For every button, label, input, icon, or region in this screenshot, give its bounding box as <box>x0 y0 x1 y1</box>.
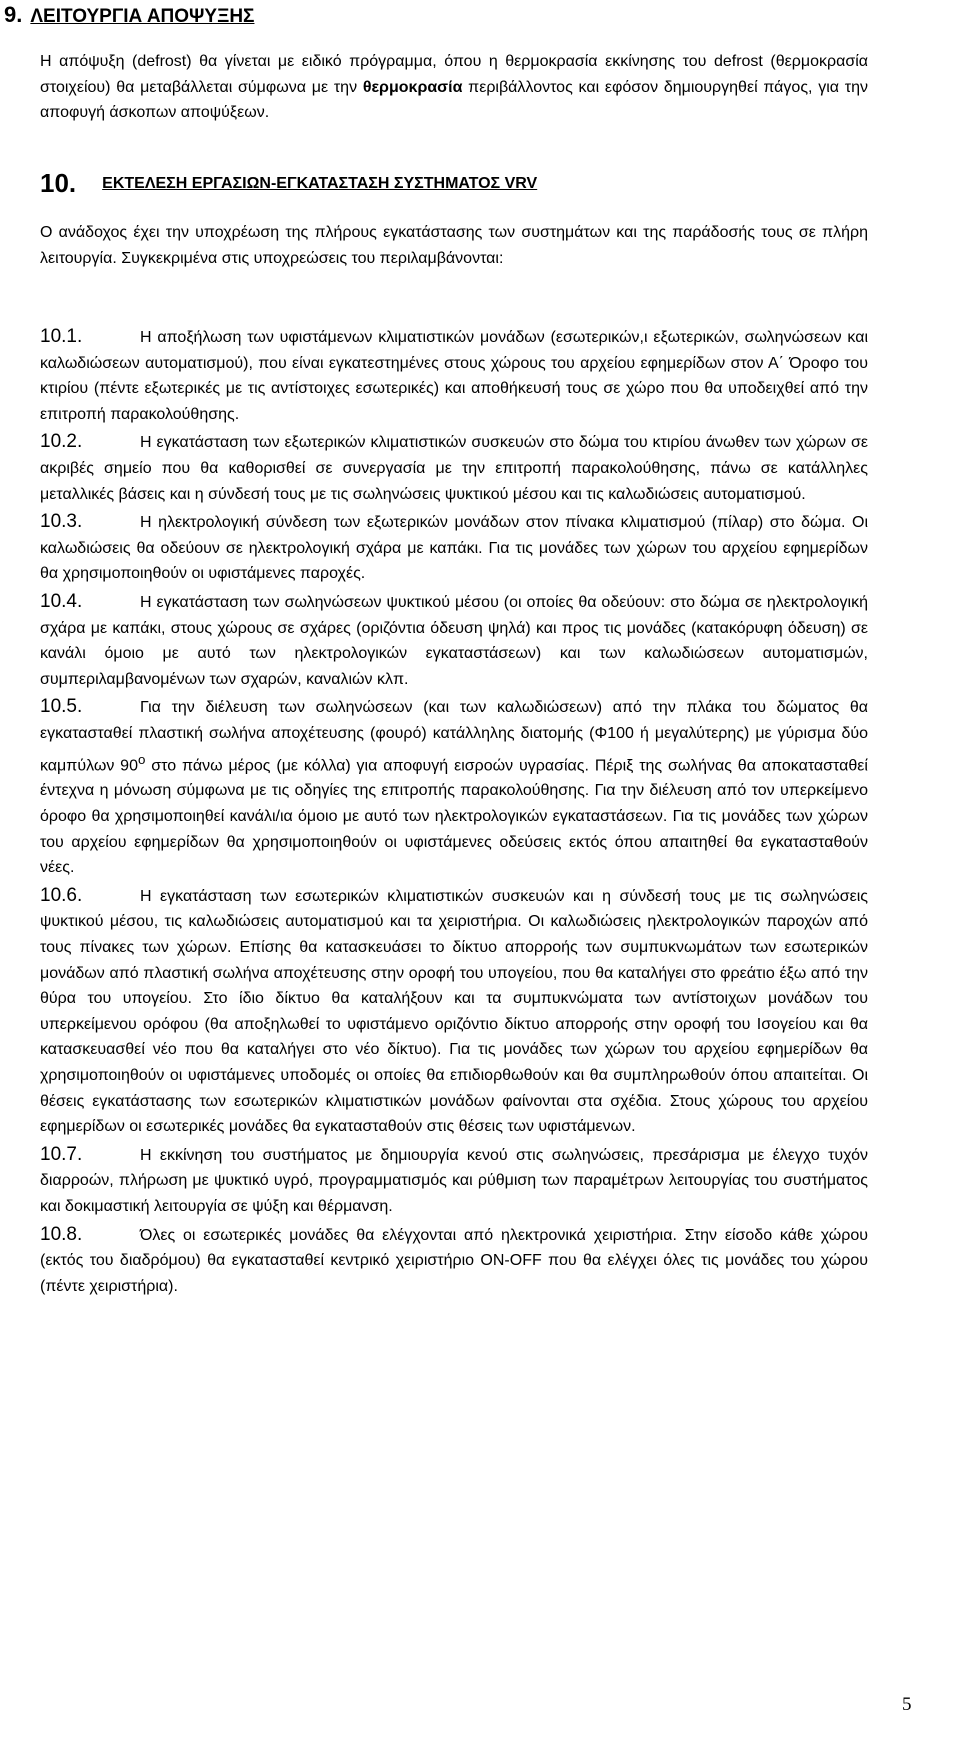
section-9-number: 9. <box>4 2 23 27</box>
list-item <box>40 694 868 880</box>
section-9-heading <box>4 2 254 30</box>
page-number: 5 <box>902 1694 912 1715</box>
section-9-paragraph <box>40 49 868 126</box>
section-9-text-2: περιβάλλοντος και εφόσον δημιουργηθεί πάγος, για την αποφυγή άσκοπων αποψύξεων. <box>40 78 869 122</box>
degree-superscript: ο <box>137 751 146 767</box>
item-number: 10.4. <box>40 590 83 612</box>
item-number: 10.3. <box>40 511 83 533</box>
section-10-intro: Ο ανάδοχος έχει την υποχρέωση της πλήρους εγκατάστασης των συστημάτων και της παράδοσής τους σε πλήρη λειτουργία. Συγκεκριμένα στις υποχρεώσεις του περιλαμβάνονται: <box>40 224 868 267</box>
section-10-list <box>40 324 868 1301</box>
item-text: Η εγκατάσταση των εξωτερικών κλιματιστικών συσκευών στο δώμα του κτιρίου άνωθεν των χώρων σε ακριβές σημείο που θα καθορισθεί σε συνεργασία με την επιτροπή παρακολούθησης, πάνω σε κατάλληλες μεταλλικές βάσεις και η σύνδεσή τους με τις σωληνώσεις ψυκτικού μέσου και τις καλωδιώσεις αυτοματισμού. <box>40 434 868 503</box>
item-number: 10.8. <box>40 1223 83 1245</box>
item-text: Η εγκατάσταση των σωληνώσεων ψυκτικού μέσου (οι οποίες θα οδεύουν: στο δώμα σε ηλεκτρολογική σχάρα με καπάκι, στους χώρους σε σχάρες (οριζόντια όδευση ψηλά) και προς τις μονάδες (κατακόρυφη όδευση) σε κανάλι όμοιο με αυτό των ηλεκτρολογικών εγκαταστάσεων) και των καλωδιώσεων αυτοματισμών, συμπεριλαμβανομένων των σχαρών, καναλιών κλπ. <box>40 593 868 688</box>
section-10-title: ΕΚΤΕΛΕΣΗ ΕΡΓΑΣΙΩΝ-ΕΓΚΑΤΑΣΤΑΣΗ ΣΥΣΤΗΜΑΤΟΣ VRV <box>102 175 538 192</box>
list-item <box>40 509 868 587</box>
item-text-1: Για την διέλευση των σωληνώσεων (και των καλωδιώσεων) από την πλάκα του δώματος θα εγκατασταθεί πλαστική σωλήνα αποχέτευσης (φουρό) κατάλληλης διατομής (Φ100 ή μεγαλύτερης) με γύρισμα δύο καμπύλων 90 <box>40 699 868 774</box>
section-9-bold: θερμοκρασία <box>362 78 463 96</box>
section-10-number: 10. <box>40 168 77 198</box>
item-number: 10.7. <box>40 1143 83 1165</box>
section-9-title: ΛΕΙΤΟΥΡΓΙΑ ΑΠΟΨΥΞΗΣ <box>30 6 255 27</box>
list-item <box>40 883 868 1140</box>
item-text: Όλες οι εσωτερικές μονάδες θα ελέγχονται από ηλεκτρονικά χειριστήρια. Στην είσοδο κάθε χώρου (εκτός του διαδρόμου) θα εγκατασταθεί κεντρικό χειριστήριο ON-OFF που θα ελέγχει όλες τις μονάδες του χώρου (πέντε χειριστήρια). <box>40 1226 868 1295</box>
item-text-2: στο πάνω μέρος (με κόλλα) για αποφυγή εισροών υγρασίας. Πέριξ της σωλήνας θα αποκατασταθεί έντεχνα η μόνωση σύμφωνα με τις οδηγίες της επιτροπής παρακολούθησης. Για την διέλευση από τον υπερκείμενο όροφο θα χρησιμοποιηθεί κανάλι/ια όμοιο με αυτό των ηλεκτρολογικών εγκαταστάσεων. Για τις μονάδες των χώρων του αρχείου εφημερίδων θα χρησιμοποιηθούν οι υφιστάμενες οδεύσεις εκτός όπου απαιτηθεί θα εγκατασταθούν νέες. <box>40 756 868 877</box>
item-text: Η αποξήλωση των υφιστάμενων κλιματιστικών μονάδων (εσωτερικών,ι εξωτερικών, σωληνώσεων και καλωδιώσεων αυτοματισμού), που είναι εγκατεστημένες στους χώρους του αρχείου εφημερίδων στον Α΄ Όροφο του κτιρίου (πέντε εξωτερικές με τις αντίστοιχες εσωτερικές) και αποθήκευσή τους σε χώρο που θα υποδειχθεί από την επιτροπή παρακολούθησης. <box>40 329 868 423</box>
section-10-heading <box>40 168 538 201</box>
item-text: Η εγκατάσταση των εσωτερικών κλιματιστικών συσκευών και η σύνδεσή τους με τις σωληνώσεις ψυκτικού μέσου, τις καλωδιώσεις αυτοματισμού και τα χειριστήρια. Οι καλωδιώσεις ηλεκτρολογικών παροχών από τους πίνακες των χώρων. Επίσης θα κατασκευάσει το δίκτυο απορροής των συμπυκνωμάτων των εσωτερικών μονάδων από πλαστική σωλήνα αποχέτευσης στην οροφή του υπογείου, που θα καταλήγει στο φρεάτιο έξω από την θύρα του υπογείου. Στο ίδιο δίκτυο θα καταλήξουν και τα συμπυκνώματα των αντίστοιχων μονάδων του υπερκείμενου ορόφου (θα αποξηλωθεί το υφιστάμενο οριζόντιο δίκτυο απορροής στην οροφή του Ισογείου και θα κατασκευασθεί νέο που θα καταλήγει στο νέο δίκτυο). Για τις μονάδες των χώρων του αρχείου εφημερίδων θα χρησιμοποιηθούν οι υφιστάμενες υποδομές οι οποίες θα επιδιορθωθούν και θα συμπληρωθούν όπου απαιτείται. Οι θέσεις εγκατάστασης των εσωτερικών κλιματιστικών μονάδων φαίνονται στα σχέδια. Στους χώρους του αρχείου εφημερίδων οι εσωτερικές μονάδες θα εγκατασταθούν στις θέσεις των υφιστάμενων. <box>40 887 868 1136</box>
section-9-text-1: Η απόψυξη (defrost) θα γίνεται με ειδικό πρόγραμμα, όπου η θερμοκρασία εκκίνησης του defrost (θερμοκρασία στοιχείου) θα μεταβάλλεται σύμφωνα με την <box>40 53 868 96</box>
item-number: 10.5. <box>40 696 83 718</box>
item-number: 10.1. <box>40 326 83 347</box>
list-item <box>40 324 868 427</box>
list-item <box>40 1142 868 1220</box>
list-item <box>40 429 868 507</box>
list-item <box>40 1222 868 1300</box>
item-text: Η ηλεκτρολογική σύνδεση των εξωτερικών μονάδων στον πίνακα κλιματισμού (πίλαρ) στο δώμα. Οι καλωδιώσεις θα οδεύουν σε ηλεκτρολογική σχάρα με καπάκι. Για τις μονάδες των χώρων του αρχείου εφημερίδων θα χρησιμοποιηθούν οι υφιστάμενες παροχές. <box>40 514 868 583</box>
item-number: 10.6. <box>40 884 83 906</box>
list-item <box>40 589 868 692</box>
item-text: Η εκκίνηση του συστήματος με δημιουργία κενού στις σωληνώσεις, πρεσάρισμα με έλεγχο τυχόν διαρροών, πλήρωση με ψυκτικό υγρό, προγραμματισμός και ρύθμιση των παραμέτρων λειτουργίας του συστήματος και δοκιμαστική λειτουργία σε ψύξη και θέρμανση. <box>40 1146 868 1215</box>
item-number: 10.2. <box>40 431 83 453</box>
